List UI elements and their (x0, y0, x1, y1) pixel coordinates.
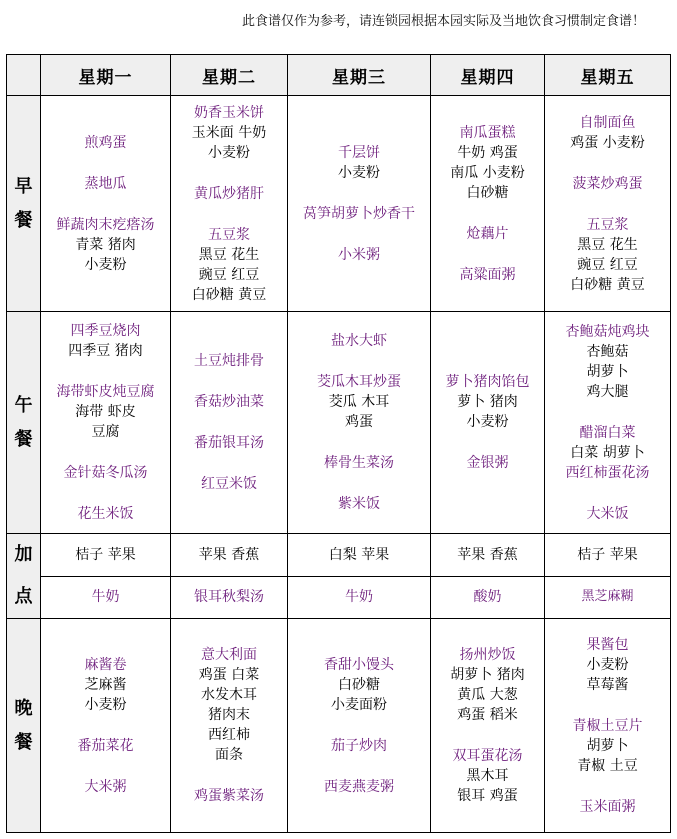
ingredients: 桔子 苹果 (577, 546, 638, 563)
snack-drink-thu (431, 576, 545, 619)
ingredients: 小麦面粉 (331, 696, 387, 713)
dish: 高粱面粥 (459, 266, 516, 283)
dish: 扬州炒饭 (459, 647, 516, 663)
dish: 五豆浆 (586, 216, 629, 233)
meal-label-dinner (7, 619, 41, 833)
ingredients: 小麦粉 (586, 656, 629, 673)
dish: 南瓜蛋糕 (459, 124, 516, 141)
dish: 麻酱卷 (84, 656, 127, 673)
dish: 香甜小馒头 (324, 656, 394, 673)
dish: 黄瓜炒猪肝 (194, 185, 264, 202)
dish: 海带虾皮炖豆腐 (56, 384, 155, 400)
corner-cell (7, 55, 41, 96)
dish: 红豆米饭 (201, 476, 257, 492)
dish: 小米粥 (338, 246, 380, 263)
dish: 土豆炖排骨 (194, 353, 264, 369)
snack-fruit-tue (171, 534, 288, 577)
ingredients: 鸡蛋 稻米 (457, 707, 518, 723)
dish: 奶香玉米饼 (194, 104, 264, 121)
lunch-row (7, 312, 671, 534)
header-row (7, 55, 671, 96)
dish: 大米饭 (586, 505, 629, 522)
ingredients: 小麦粉 (466, 414, 509, 430)
ingredients: 黄瓜 大葱 (457, 687, 518, 703)
dish: 鸡蛋紫菜汤 (194, 788, 264, 804)
ingredients: 面条 (215, 747, 243, 763)
dish: 金针菇冬瓜汤 (63, 465, 148, 481)
lunch-fri (545, 312, 671, 534)
ingredients: 白菜 胡萝卜 (570, 444, 645, 461)
dish: 牛奶 (345, 589, 373, 606)
dish: 茄子炒肉 (331, 737, 387, 754)
dinner-tue (171, 619, 288, 833)
ingredients: 小麦粉 (208, 144, 250, 161)
meal-char: 加 (14, 544, 33, 565)
dish: 萝卜猪肉馅包 (445, 374, 530, 390)
ingredients: 胡萝卜 (586, 737, 629, 754)
weekly-menu-table (6, 54, 671, 833)
snack-fruit-wed (288, 534, 431, 577)
dinner-mon (41, 619, 171, 833)
dish: 棒骨生菜汤 (324, 455, 394, 471)
breakfast-row (7, 96, 671, 312)
dinner-thu (431, 619, 545, 833)
dish: 花生米饭 (77, 506, 134, 522)
ingredients: 猪肉末 (208, 707, 250, 723)
dish: 意大利面 (201, 647, 257, 663)
dish: 蒸地瓜 (84, 175, 127, 192)
ingredients: 小麦粉 (338, 164, 380, 181)
ingredients: 南瓜 小麦粉 (450, 164, 525, 181)
ingredients: 黑豆 花生 (198, 246, 260, 263)
meal-label-lunch (7, 312, 41, 534)
dish: 莴笋胡萝卜炒香干 (303, 205, 415, 222)
breakfast-mon (41, 96, 171, 312)
ingredients: 茭瓜 木耳 (328, 394, 390, 410)
dinner-wed (288, 619, 431, 833)
snack-drink-fri (545, 576, 671, 619)
meal-char: 晚 (14, 697, 33, 719)
dish: 青椒土豆片 (572, 717, 643, 734)
snack-fruit-fri (545, 534, 671, 577)
day-header-mon: 星期一 (41, 55, 171, 96)
meal-char: 午 (14, 394, 33, 416)
snack-drink-wed (288, 576, 431, 619)
snack-drink-row (7, 576, 671, 619)
dish: 菠菜炒鸡蛋 (572, 175, 643, 192)
ingredients: 豌豆 红豆 (577, 256, 638, 273)
snack-drink-mon (41, 576, 171, 619)
dish: 大米粥 (84, 778, 127, 795)
meal-label-snack (7, 534, 41, 619)
ingredients: 四季豆 猪肉 (68, 343, 143, 359)
meal-char: 早 (14, 175, 33, 197)
lunch-thu (431, 312, 545, 534)
breakfast-tue (171, 96, 288, 312)
dish: 西红柿蛋花汤 (565, 464, 650, 481)
dish: 茭瓜木耳炒蛋 (317, 374, 401, 390)
ingredients: 豌豆 红豆 (198, 266, 260, 283)
dish: 千层饼 (338, 144, 380, 161)
ingredients: 银耳 鸡蛋 (457, 788, 518, 804)
snack-fruit-row (7, 534, 671, 577)
snack-fruit-thu (431, 534, 545, 577)
ingredients: 白砂糖 (466, 184, 509, 201)
dish: 杏鲍菇炖鸡块 (565, 323, 650, 340)
breakfast-thu (431, 96, 545, 312)
dish: 紫米饭 (338, 496, 380, 512)
dish: 自制面鱼 (579, 114, 636, 131)
dish: 酸奶 (473, 589, 502, 606)
ingredients: 草莓酱 (586, 676, 629, 693)
ingredients: 青菜 猪肉 (75, 236, 136, 253)
meal-char: 餐 (14, 209, 33, 231)
dish: 银耳秋梨汤 (194, 589, 264, 606)
meal-char: 餐 (14, 731, 33, 753)
ingredients: 苹果 香蕉 (198, 546, 260, 563)
meal-char: 点 (14, 586, 33, 607)
dish: 五豆浆 (208, 226, 250, 243)
dish: 玉米面粥 (579, 798, 636, 815)
lunch-wed (288, 312, 431, 534)
dish: 番茄银耳汤 (194, 435, 264, 451)
day-header-tue: 星期二 (171, 55, 288, 96)
dish: 醋溜白菜 (579, 424, 636, 441)
dish: 煎鸡蛋 (84, 134, 127, 151)
ingredients: 小麦粉 (84, 256, 127, 273)
dinner-row (7, 619, 671, 833)
ingredients: 牛奶 鸡蛋 (457, 144, 518, 161)
ingredients: 鸡大腿 (586, 383, 629, 400)
ingredients: 水发木耳 (201, 687, 257, 703)
ingredients: 小麦粉 (84, 696, 127, 713)
meal-label-breakfast (7, 96, 41, 312)
ingredients: 海带 虾皮 (75, 404, 136, 420)
ingredients: 鸡蛋 小麦粉 (570, 134, 645, 151)
ingredients: 白梨 苹果 (328, 546, 390, 563)
dish: 西麦燕麦粥 (324, 778, 394, 795)
dish: 黑芝麻糊 (581, 589, 634, 605)
ingredients: 胡萝卜 猪肉 (450, 667, 525, 683)
dish: 金银粥 (466, 455, 509, 471)
ingredients: 白砂糖 黄豆 (191, 286, 267, 303)
ingredients: 桔子 苹果 (75, 546, 136, 563)
dish: 双耳蛋花汤 (452, 748, 523, 764)
dish: 番茄菜花 (77, 737, 134, 754)
ingredients: 白砂糖 黄豆 (570, 276, 645, 293)
ingredients: 青椒 土豆 (577, 757, 638, 774)
ingredients: 玉米面 牛奶 (191, 124, 267, 141)
dish: 鲜蔬肉末疙瘩汤 (56, 216, 155, 233)
dish: 牛奶 (91, 589, 120, 606)
ingredients: 豆腐 (91, 424, 120, 440)
day-header-thu: 星期四 (431, 55, 545, 96)
lunch-mon (41, 312, 171, 534)
meal-char: 餐 (14, 428, 33, 450)
ingredients: 芝麻酱 (84, 676, 127, 693)
dish: 四季豆烧肉 (70, 323, 141, 339)
day-header-wed: 星期三 (288, 55, 431, 96)
ingredients: 黑木耳 (466, 768, 509, 784)
ingredients: 白砂糖 (338, 676, 380, 693)
ingredients: 苹果 香蕉 (457, 546, 518, 563)
dish: 果酱包 (586, 636, 629, 653)
ingredients: 胡萝卜 (586, 363, 629, 380)
ingredients: 杏鲍菇 (586, 343, 629, 360)
lunch-tue (171, 312, 288, 534)
dish: 炝藕片 (466, 225, 509, 242)
day-header-fri: 星期五 (545, 55, 671, 96)
dish: 盐水大虾 (331, 333, 387, 349)
ingredients: 西红柿 (208, 727, 250, 743)
snack-fruit-mon (41, 534, 171, 577)
breakfast-fri (545, 96, 671, 312)
dish: 香菇炒油菜 (194, 394, 264, 410)
ingredients: 黑豆 花生 (577, 236, 638, 253)
breakfast-wed (288, 96, 431, 312)
ingredients: 鸡蛋 白菜 (198, 667, 260, 683)
notice-text: 此食谱仅作为参考，请连锁园根据本园实际及当地饮食习惯制定食谱！ (241, 14, 645, 29)
ingredients: 萝卜 猪肉 (457, 394, 518, 410)
ingredients: 鸡蛋 (345, 414, 373, 430)
snack-drink-tue (171, 576, 288, 619)
dinner-fri (545, 619, 671, 833)
